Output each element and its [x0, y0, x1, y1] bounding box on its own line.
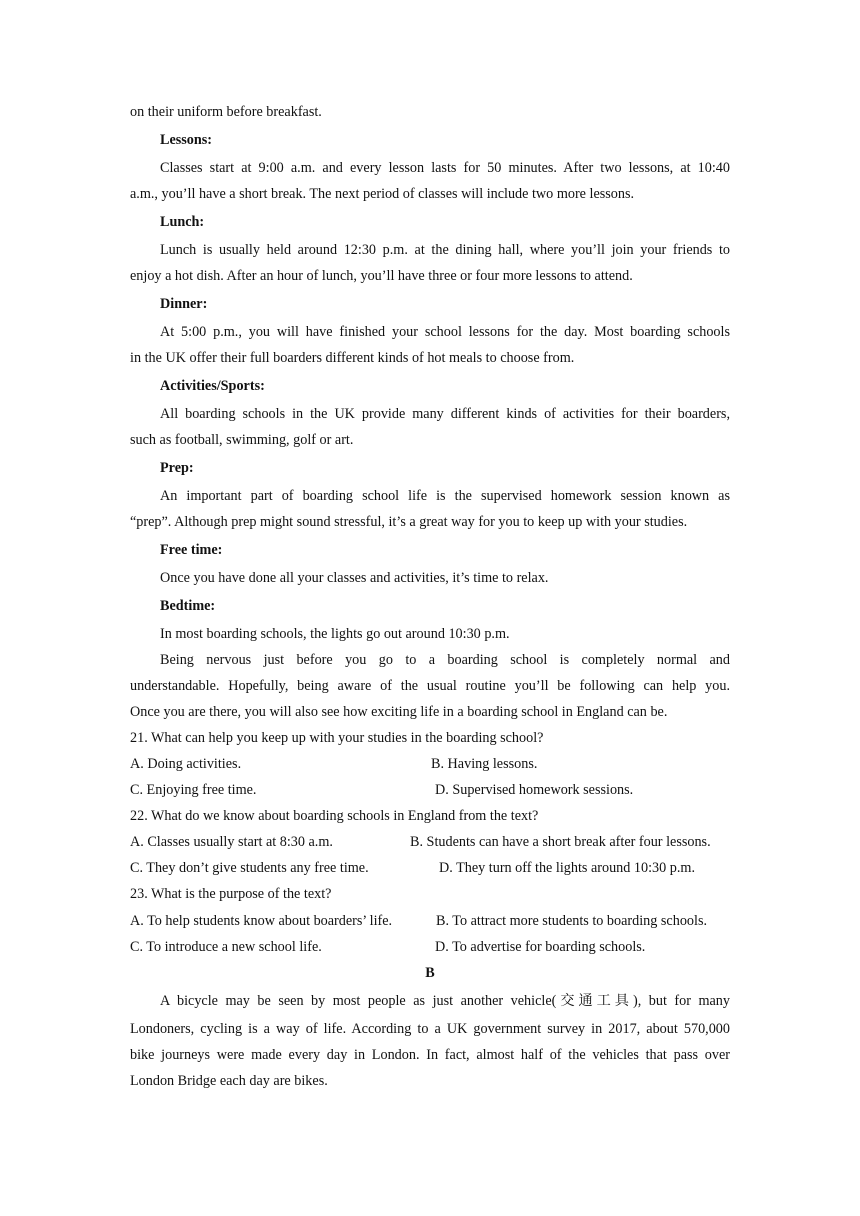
question-21-option-a: A. Doing activities.: [130, 756, 242, 772]
section-heading-lunch: Lunch:: [160, 214, 205, 230]
paragraph-line: Lunch is usually held around 12:30 p.m. at the dining hall, where you’ll join your friends to: [160, 242, 730, 258]
question-22-option-c: C. They don’t give students any free time.: [130, 860, 369, 876]
paragraph-line: Once you are there, you will also see how exciting life in a boarding school in England can be.: [130, 704, 668, 720]
paragraph-line: All boarding schools in the UK provide many different kinds of activities for their boarders,: [160, 406, 730, 422]
paragraph-line: understandable. Hopefully, being aware of the usual routine you’ll be following can help you.: [130, 678, 730, 694]
question-23-option-d: D. To advertise for boarding schools.: [435, 939, 646, 955]
question-21-option-d: D. Supervised homework sessions.: [435, 782, 634, 798]
paragraph-line: in the UK offer their full boarders different kinds of hot meals to choose from.: [130, 350, 575, 366]
paragraph-line: on their uniform before breakfast.: [130, 104, 322, 120]
question-22-option-d: D. They turn off the lights around 10:30 p.m.: [439, 860, 696, 876]
paragraph-line: a.m., you’ll have a short break. The next period of classes will include two more lessons.: [130, 186, 635, 202]
question-21-option-b: B. Having lessons.: [431, 756, 538, 772]
section-heading-lessons: Lessons:: [160, 132, 213, 148]
question-23-option-b: B. To attract more students to boarding schools.: [436, 913, 708, 929]
paragraph-line: London Bridge each day are bikes.: [130, 1073, 328, 1089]
question-22-option-a: A. Classes usually start at 8:30 a.m.: [130, 834, 333, 850]
paragraph-line: enjoy a hot dish. After an hour of lunch, you’ll have three or four more lessons to attend.: [130, 268, 633, 284]
section-heading-activities: Activities/Sports:: [160, 378, 265, 394]
paragraph-line: bike journeys were made every day in London. In fact, almost half of the vehicles that pass over: [130, 1047, 730, 1063]
question-stem-22: 22. What do we know about boarding schools in England from the text?: [130, 808, 539, 824]
paragraph-line: Once you have done all your classes and activities, it’s time to relax.: [160, 570, 549, 586]
question-stem-23: 23. What is the purpose of the text?: [130, 886, 332, 902]
paragraph-line: Classes start at 9:00 a.m. and every lesson lasts for 50 minutes. After two lessons, at 10:40: [160, 160, 730, 176]
section-heading-free-time: Free time:: [160, 542, 223, 558]
paragraph-line: Londoners, cycling is a way of life. According to a UK government survey in 2017, about 570,000: [130, 1021, 730, 1037]
question-23-option-c: C. To introduce a new school life.: [130, 939, 322, 955]
question-stem-21: 21. What can help you keep up with your studies in the boarding school?: [130, 730, 544, 746]
section-heading-prep: Prep:: [160, 460, 194, 476]
question-21-option-c: C. Enjoying free time.: [130, 782, 257, 798]
paragraph-line: In most boarding schools, the lights go out around 10:30 p.m.: [160, 626, 510, 642]
paragraph-line: An important part of boarding school life is the supervised homework session known as: [160, 488, 730, 504]
paragraph-line: At 5:00 p.m., you will have finished your school lessons for the day. Most boarding schools: [160, 324, 730, 340]
passage-b-heading: B: [425, 965, 435, 981]
paragraph-line: “prep”. Although prep might sound stressful, it’s a great way for you to keep up with your studies.: [130, 514, 688, 530]
question-23-option-a: A. To help students know about boarders’ life.: [130, 913, 393, 929]
paragraph-line: Being nervous just before you go to a boarding school is completely normal and: [160, 652, 730, 668]
paragraph-line: A bicycle may be seen by most people as just another vehicle(交通工具), but for many: [160, 993, 730, 1009]
section-heading-bedtime: Bedtime:: [160, 598, 216, 614]
question-22-option-b: B. Students can have a short break after four lessons.: [410, 834, 711, 850]
paragraph-line: such as football, swimming, golf or art.: [130, 432, 354, 448]
section-heading-dinner: Dinner:: [160, 296, 208, 312]
